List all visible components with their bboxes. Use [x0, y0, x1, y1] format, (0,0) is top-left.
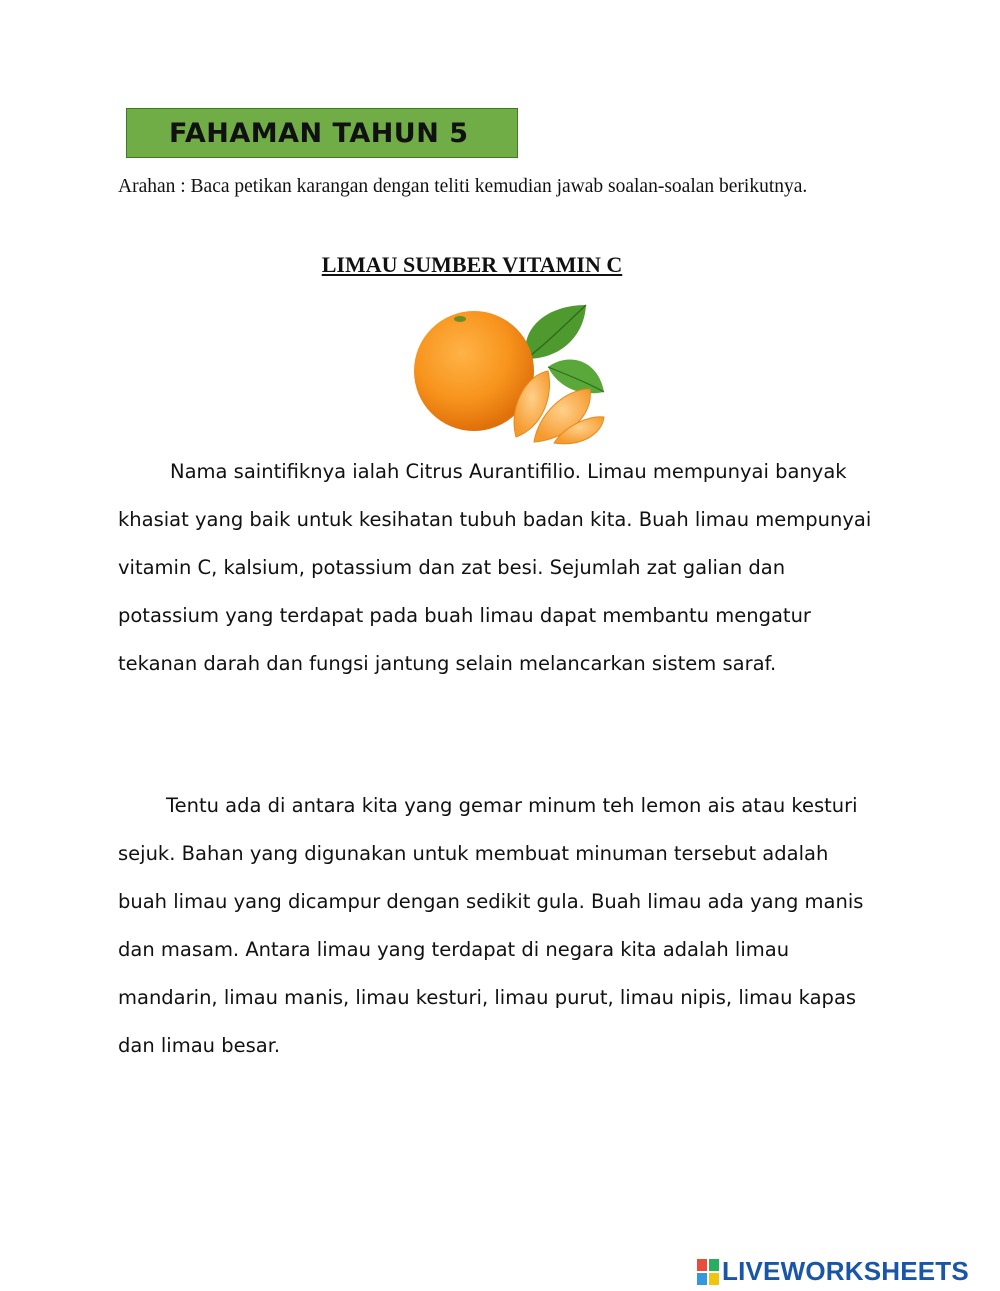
liveworksheets-logo[interactable] — [697, 1256, 969, 1287]
liveworksheets-logo-icon — [697, 1259, 719, 1285]
logo-text: LIVEWORKSHEETS — [722, 1256, 969, 1286]
orange-fruit-icon — [408, 297, 608, 447]
page-title: FAHAMAN TAHUN 5 — [169, 117, 469, 149]
article-heading: LIMAU SUMBER VITAMIN C — [321, 252, 623, 277]
article-paragraph-1: Nama saintifiknya ialah Citrus Aurantifilio. Limau mempunyai banyak khasiat yang baik untuk kesihatan tubuh badan kita. Buah limau mempunyai vitamin C, kalsium, potassium dan zat besi. Sejumlah zat galian dan potassium yang terdapat pada buah limau dapat membantu mengatur tekanan darah dan fungsi jantung selain melancarkan sistem saraf. — [118, 460, 872, 675]
article-paragraph-2: Tentu ada di antara kita yang gemar minum teh lemon ais atau kesturi sejuk. Bahan yang digunakan untuk membuat minuman tersebut adalah buah limau yang dicampur dengan sedikit gula. Buah limau ada yang manis dan masam. Antara limau yang terdapat di negara kita adalah limau mandarin, limau manis, limau kesturi, limau purut, limau nipis, limau kapas dan limau besar. — [118, 794, 864, 1057]
instruction-text: Arahan : Baca petikan karangan dengan teliti kemudian jawab soalan-soalan berikutnya. — [118, 176, 808, 197]
title-banner — [126, 108, 518, 158]
